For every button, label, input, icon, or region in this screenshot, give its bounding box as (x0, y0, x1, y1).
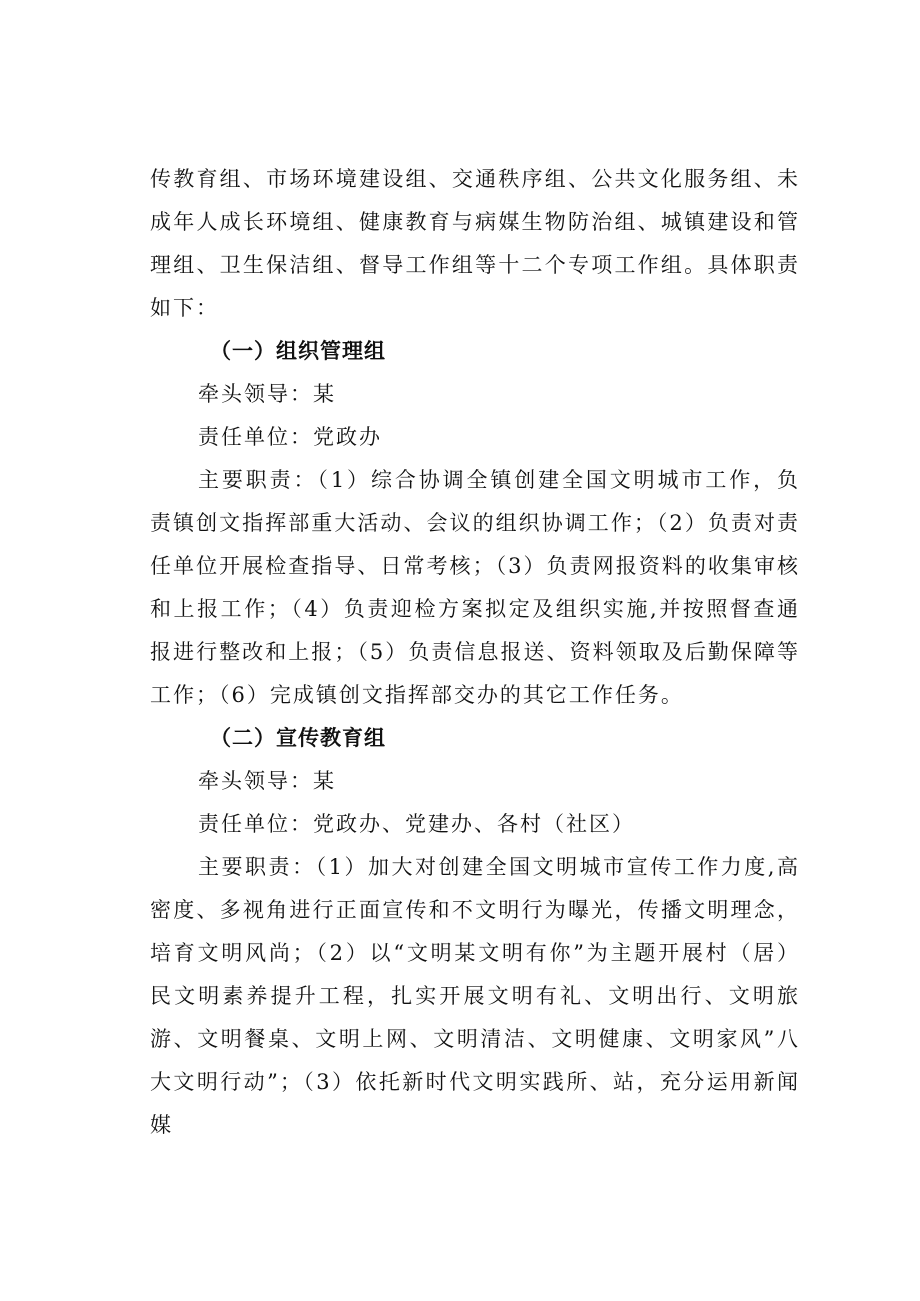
section-heading-organization: （一）组织管理组 (210, 339, 386, 363)
section-leader-publicity: 牵头领导：某 (198, 769, 336, 793)
section-leader-organization: 牵头领导：某 (198, 382, 336, 406)
document-body (150, 158, 800, 1147)
intro-paragraph: 传教育组、市场环境建设组、交通秩序组、公共文化服务组、未成年人成长环境组、健康教育与病媒生物防治组、城镇建设和管理组、卫生保洁组、督导工作组等十二个专项工作组。具体职责如下： (150, 167, 800, 320)
section-units-publicity: 责任单位：党政办、党建办、各村（社区） (198, 812, 635, 836)
section-heading-publicity: （二）宣传教育组 (210, 726, 386, 750)
section-duties-publicity: 主要职责：（1）加大对创建全国文明城市宣传工作力度,高密度、多视角进行正面宣传和不文明行为曝光，传播文明理念，培育文明风尚；（2）以“文明某文明有你”为主题开展村（居）民文明素养提升工程，扎实开展文明有礼、文明出行、文明旅游、文明餐桌、文明上网、文明清洁、文明健康、文明家风”八大文明行动”；（3）依托新时代文明实践所、站，充分运用新闻媒 (150, 855, 800, 1137)
section-duties-organization: 主要职责：（1）综合协调全镇创建全国文明城市工作，负责镇创文指挥部重大活动、会议的组织协调工作；（2）负责对责任单位开展检查指导、日常考核；（3）负责网报资料的收集审核和上报工作；（4）负责迎检方案拟定及组织实施,并按照督查通报进行整改和上报；（5）负责信息报送、资料领取及后勤保障等工作；（6）完成镇创文指挥部交办的其它工作任务。 (150, 468, 800, 707)
section-units-organization: 责任单位：党政办 (198, 425, 382, 449)
